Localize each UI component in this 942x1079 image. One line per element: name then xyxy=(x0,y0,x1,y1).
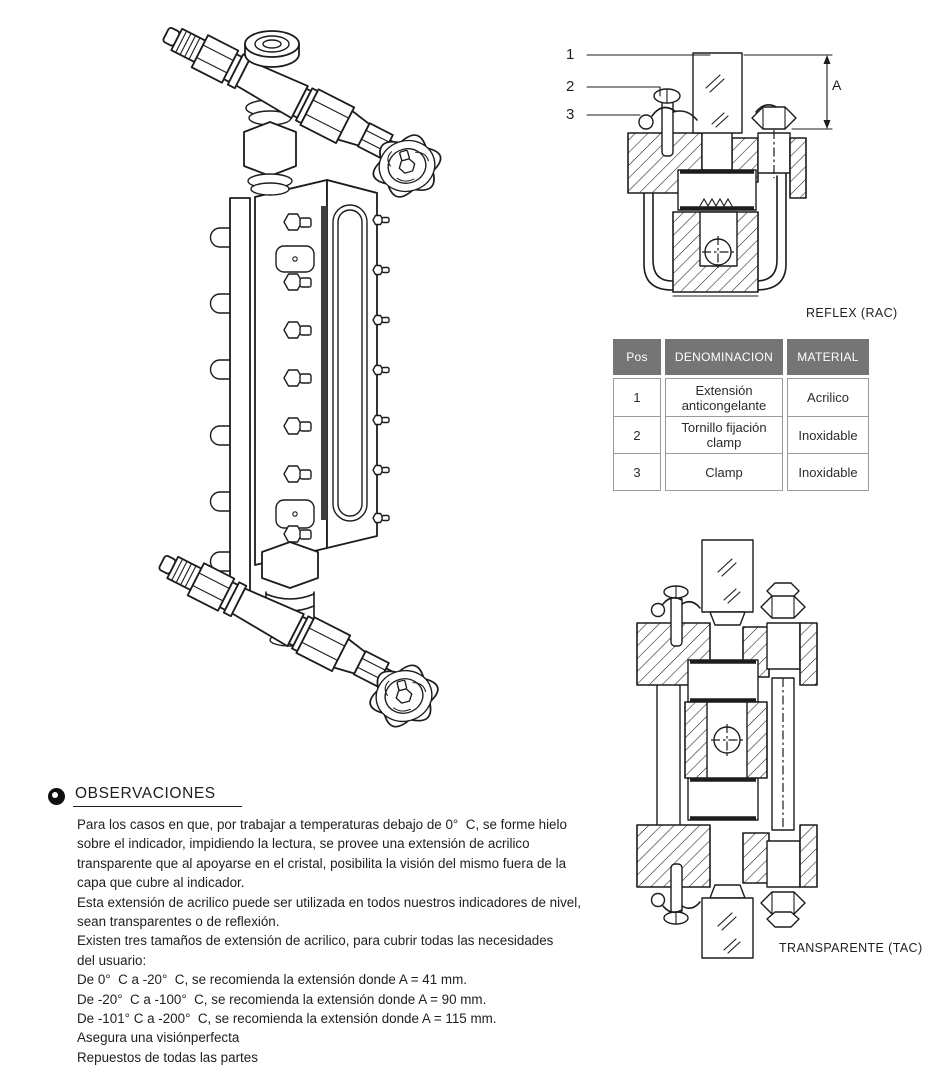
observaciones-line: Existen tres tamaños de extensión de acrilico, para cubrir todas las necesidades xyxy=(77,933,554,949)
col-header-material: MATERIAL xyxy=(787,339,869,375)
observaciones-line: De -20° C a -100° C, se recomienda la extensión donde A = 90 mm. xyxy=(77,991,487,1007)
inner-body-section xyxy=(673,212,758,296)
table-cell: Clamp xyxy=(666,453,782,490)
parts-table-col-material xyxy=(787,339,869,491)
leader-2 xyxy=(587,87,660,96)
left-side-plate xyxy=(657,683,680,829)
acrylic-extension-glass xyxy=(693,53,742,133)
tac-top-glass xyxy=(702,540,753,625)
observaciones-line: Asegura una visiónperfecta xyxy=(77,1030,240,1046)
observaciones-line: sean transparentes o de reflexión. xyxy=(77,914,280,930)
parts-table xyxy=(613,339,869,491)
col-header-denominacion: DENOMINACION xyxy=(665,339,783,375)
table-cell: 3 xyxy=(614,453,660,490)
observaciones-line: De 0° C a -20° C, se recomienda la extensión donde A = 41 mm. xyxy=(77,972,467,988)
table-cell: Tornillo fijación clamp xyxy=(666,416,782,453)
level-gauge-isometric-drawing xyxy=(100,0,500,790)
table-cell: Acrilico xyxy=(807,390,849,405)
parts-table-col-pos xyxy=(613,339,661,491)
gland-section xyxy=(678,170,756,210)
observaciones-line: Para los casos en que, por trabajar a temperaturas debajo de 0° C, se forme hielo xyxy=(77,817,567,832)
callout-1: 1 xyxy=(566,46,575,63)
gauge-clamp-rail xyxy=(211,198,251,602)
tac-center-body xyxy=(685,702,767,778)
observaciones-line: De -101° C a -200° C, se recomienda la extensión donde A = 115 mm. xyxy=(77,1011,497,1027)
observaciones-line: transparente que al apoyarse en el cristal, posibilita la visión del mismo fuera de la xyxy=(77,855,567,871)
observaciones-line: capa que cubre al indicador. xyxy=(77,875,245,891)
reflex-caption: REFLEX (RAC) xyxy=(806,306,898,320)
reflex-section-drawing xyxy=(560,30,942,322)
tac-bottom-nuts xyxy=(761,892,805,927)
gauge-body xyxy=(255,180,389,565)
observaciones-line: del usuario: xyxy=(77,952,147,968)
observaciones-body xyxy=(77,815,654,1067)
observaciones-line: sobre el indicador, impidiendo la lectura, se provee una extensión de acrilico xyxy=(77,836,530,852)
parts-table-col-denominacion xyxy=(665,339,783,491)
tac-bottom-glass xyxy=(702,885,753,958)
observaciones-line: Repuestos de todas las partes xyxy=(77,1049,258,1065)
callout-3: 3 xyxy=(566,106,575,123)
bullet-icon xyxy=(48,788,65,805)
observaciones-line: Esta extensión de acrilico puede ser utilizada en todos nuestros indicadores de nivel, xyxy=(77,894,581,910)
observaciones-section xyxy=(48,785,654,1067)
top-ring-port xyxy=(245,31,299,67)
callout-2: 2 xyxy=(566,78,575,95)
tac-bottom-flange xyxy=(637,825,817,887)
table-cell: Inoxidable xyxy=(788,416,868,453)
dimension-a-label: A xyxy=(832,77,842,93)
observaciones-title: OBSERVACIONES xyxy=(73,785,242,807)
table-cell: 2 xyxy=(614,416,660,453)
col-header-pos: Pos xyxy=(613,339,661,375)
glass-channel xyxy=(702,130,732,170)
transparente-caption: TRANSPARENTE (TAC) xyxy=(779,941,923,955)
table-cell: Inoxidable xyxy=(788,453,868,490)
table-cell: 1 xyxy=(633,390,641,405)
outer-strap-section xyxy=(790,138,806,198)
table-cell: Extensión anticongelante xyxy=(681,382,767,413)
tac-top-nuts xyxy=(761,583,805,618)
